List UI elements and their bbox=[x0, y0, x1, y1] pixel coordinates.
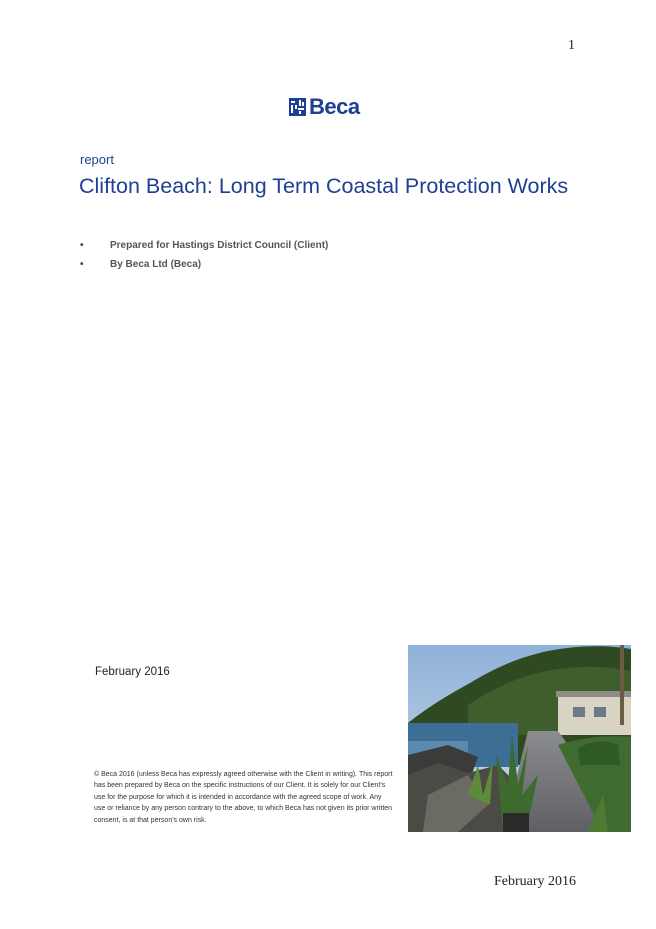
detail-item bbox=[80, 236, 328, 255]
prepared-details bbox=[80, 236, 328, 274]
detail-item bbox=[80, 255, 328, 274]
bullet-icon: • bbox=[80, 259, 84, 270]
footer-date: February 2016 bbox=[493, 874, 576, 889]
prepared-for-text: Prepared for Hastings District Council (Client) bbox=[110, 240, 329, 251]
prepared-by-text: By Beca Ltd (Beca) bbox=[110, 259, 202, 270]
beca-logo-icon bbox=[289, 98, 306, 116]
copyright-notice: © Beca 2016 (unless Beca has expressly agreed otherwise with the Client in writing). This report has been prepared by Beca on the specific instructions of our Client. It is solely for our Client's use for the purpose for which it is intended in accordance with the agreed scope of work. Any use or reliance by any person contrary to the above, to which Beca has not given its prior written consent, is at that person's own risk. bbox=[94, 771, 393, 824]
logo-wordmark: Beca bbox=[309, 94, 360, 119]
coastal-road-photo bbox=[408, 645, 631, 832]
document-type: report bbox=[80, 152, 114, 167]
page-number: 1 bbox=[568, 38, 575, 53]
bullet-icon: • bbox=[80, 240, 84, 251]
report-date: February 2016 bbox=[95, 666, 170, 678]
beca-logo bbox=[289, 96, 360, 118]
document-title: Clifton Beach: Long Term Coastal Protection Works bbox=[79, 174, 569, 198]
